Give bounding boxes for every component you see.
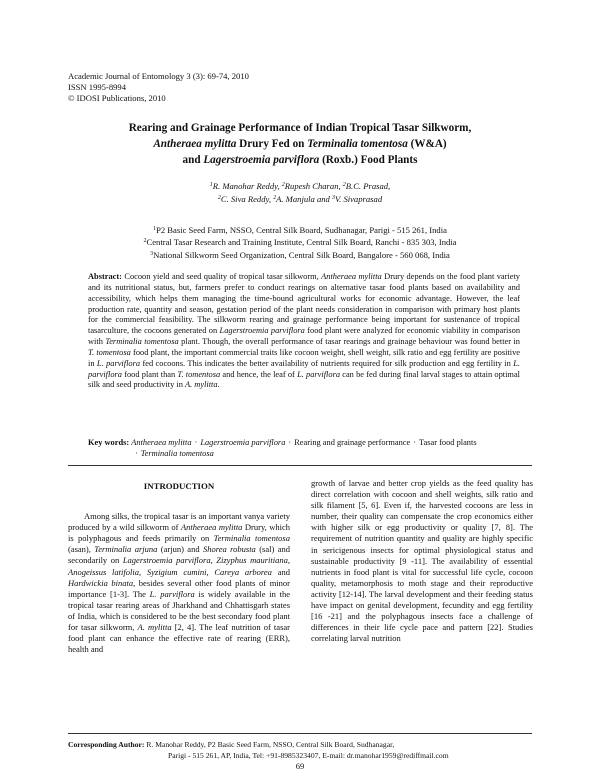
journal-issn: ISSN 1995-8994 (68, 82, 127, 93)
keywords-label: Key words: (88, 438, 130, 447)
author-name: Rupesh Charan, (284, 181, 343, 191)
keyword-item: Antheraea mylitta (131, 438, 192, 447)
keywords: Key words: Antheraea mylitta · Lagerstroemia parviflora · Rearing and grainage performance · Tasar food plants · Terminalia tomentosa (88, 438, 477, 458)
paper-title (80, 120, 520, 168)
journal-copyright: © IDOSI Publications, 2010 (68, 93, 166, 104)
author-name: R. Manohar Reddy, (212, 181, 282, 191)
affiliations (80, 224, 520, 261)
affiliation-line: $^3$National Silkworm Seed Organization, Central Silk Board, Bangalore - 560 068, India (150, 249, 450, 260)
keyword-item: Lagerstroemia parviflora (200, 438, 286, 447)
abstract: Abstract: Cocoon yield and seed quality of tropical tasar silkworm, Antheraea mylitta Drury depends on the food plant variety and its nutritional status, but, farmers prefer to conduct rearings on alternative tasar food plants based on availability and accessibility, which helps them managing the time-bound agricultural works for economic advantage. However, the leaf production rate, quantity and season, gestation period of the plant needs consideration in comparison with primary host plants for the commercial feasibility. The silkworm rearing and grainage performance being important for sustenance of tropical tasarculture, the cocoons generated on Lagerstroemia parviflora food plant were analyzed for economic viability in comparison with Terminalia tomentosa plant. Though, the overall performance of tasar rearings and grainage behaviour was found better in T. tomentosa food plant, the important commercial traits like cocoon weight, shell weight, silk ratio and egg fertility are positive in L. parviflora fed cocoons. This indicates the better availability of nutrients required for silk production and egg fertility in L. parviflora food plant than T. tomentosa and hence, the leaf of L. parviflora can be fed during final larval stages to attain optimal silk and seed productivity in A. mylitta. (88, 272, 521, 390)
journal-citation: Academic Journal of Entomology 3 (3): 69-74, 2010 (68, 71, 249, 81)
authors-line-1: $^1$R. Manohar Reddy, $^2$Rupesh Charan, $^2$B.C. Prasad, (209, 181, 391, 191)
abstract-label: Abstract: (88, 272, 122, 281)
title-line-2: Antheraea mylitta Drury Fed on Terminalia tomentosa (W&A) (153, 138, 447, 150)
keyword-item: Terminalia tomentosa (140, 449, 214, 458)
intro-right-column (311, 478, 533, 644)
keyword-item: Tasar food plants (419, 438, 477, 447)
page-number: 69 (295, 761, 305, 771)
footnote-divider (68, 733, 532, 734)
corresponding-author: Corresponding Author: R. Manohar Reddy, P2 Basic Seed Farm, NSSO, Central Silk Board, Sudhanagar, Parigi - 515 261, AP, India, Tel: +91-8985323407, E-mail: dr.manohar1959@rediffmail.com (68, 740, 449, 760)
journal-info (68, 71, 249, 105)
intro-paragraph: Among silks, the tropical tasar is an important vanya variety produced by a wild silkworm of Antheraea mylitta Drury, which is polyphagous and feeds primarily on Terminalia tomentosa (asan), Terminalia arjuna (arjun) and Shorea robusta (sal) and secondarily on Lagerstroemia parviflora, Zizyphus mauritiana, Anogeissus latifolia, Syzigium cumini, Careya arborea and Hardwickia binata, besides several other food plants of minor importance [1-3]. The L. parviflora is widely available in the tropical tasar rearing areas of Jharkhand and Chhattisgarh states of India, which is considered to be the best secondary food plant for tasar silkworm, A. mylitta [2, 4]. The leaf nutrition of tasar food plant can enhance the effective rate of rearing (ERR), health and (68, 511, 290, 655)
affiliation-line: $^1$P2 Basic Seed Farm, NSSO, Central Silk Board, Sudhanagar, Parigi - 515 261, India (153, 225, 447, 235)
intro-paragraph-continued: growth of larvae and better crop yields as the feed quality has direct correlation with cocoon and shell weights, silk ratio and silk filament [5, 6]. Even if, the harvested cocoons are less in number, their quality can compensate the crop economics either with higher silk or egg productivity or quality [7, 8]. The requirement of nutrition quantity and quality are highly specific in sericigenous insects for optimal physiological status and sustainable productivity [9 -11]. The availability of essential nutrients in food plant is vital for successful life cycle, cocoon quality, metamorphosis to moth stage and their reproductive activity [12-14]. The larval development and their feeding status have impact on genital development, fecundity and egg fertility [16 -21] and the polyphagous insects face a challenge of differences in their life cycle pace and pattern [22]. Studies correlating larval nutrition (311, 478, 533, 644)
section-heading: INTRODUCTION (143, 481, 215, 491)
section-divider (68, 465, 532, 466)
corresponding-label: Corresponding Author: (68, 740, 145, 749)
title-line-3: and Lagerstroemia parviflora (Roxb.) Food Plants (182, 154, 418, 166)
intro-left-column (68, 479, 290, 655)
author-name: A. Manjula and (276, 193, 332, 204)
authors-line-2: $^2$C. Siva Reddy, $^2$A. Manjula and $^3$V. Sivaprasad (217, 193, 383, 204)
author-name: V. Sivaprasad (335, 193, 383, 204)
keyword-item: Rearing and grainage performance (294, 438, 411, 447)
title-line-1: Rearing and Grainage Performance of Indian Tropical Tasar Silkworm, (128, 122, 472, 134)
author-name: B.C. Prasad, (345, 181, 391, 191)
author-list (80, 180, 520, 205)
author-name: C. Siva Reddy, (220, 193, 274, 204)
affiliation-line: $^2$Central Tasar Research and Training Institute, Central Silk Board, Ranchi - 835 303, India (143, 237, 457, 248)
